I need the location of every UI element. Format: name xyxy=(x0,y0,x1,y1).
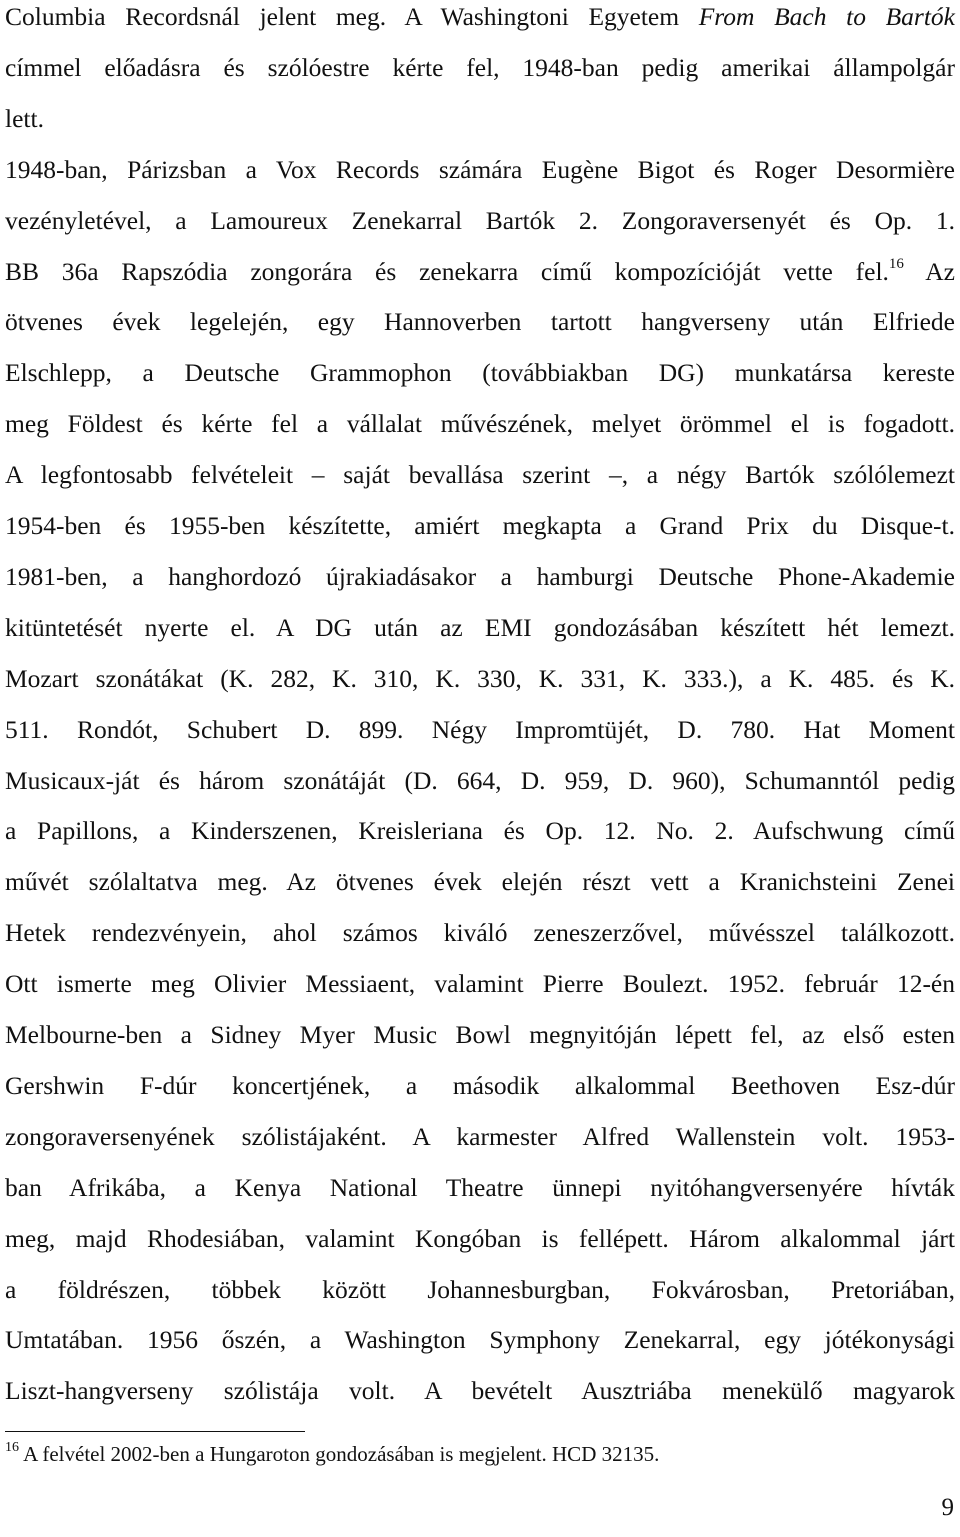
text-segment: Musicaux-ját és három szonátáját (D. 664, D. 959, D. 960), Schumanntól pedig xyxy=(5,765,955,795)
text-segment: meg, majd Rhodesiában, valamint Kongóban is fellépett. Három alkalommal járt xyxy=(5,1223,955,1253)
text-line xyxy=(5,462,955,488)
text-line xyxy=(5,1378,955,1404)
text-line xyxy=(5,103,44,133)
text-line xyxy=(5,309,955,335)
text-line xyxy=(5,1172,955,1202)
text-segment: 1981-ben, a hanghordozó újrakiadásakor a hamburgi Deutsche Phone-Akademie xyxy=(5,561,955,591)
text-segment: Columbia Recordsnál jelent meg. A Washingtoni Egyetem xyxy=(5,2,699,31)
text-line xyxy=(5,154,955,184)
text-line xyxy=(5,971,955,997)
text-line xyxy=(5,1070,955,1100)
text-segment: meg Földest és kérte fel a vállalat művészének, melyet örömmel el is fogadott. xyxy=(5,409,955,439)
text-segment: Elschlepp, a Deutsche Grammophon (továbbiakban DG) munkatársa kereste xyxy=(5,358,955,388)
text-line xyxy=(5,561,955,591)
text-line xyxy=(5,255,955,286)
text-segment: lett. xyxy=(5,103,44,133)
text-line xyxy=(5,612,955,642)
text-line xyxy=(5,513,955,539)
text-segment: zongoraversenyének szólistájaként. A karmester Alfred Wallenstein volt. 1953- xyxy=(5,1121,955,1151)
text-line xyxy=(5,765,955,795)
text-segment: ban Afrikába, a Kenya National Theatre ünnepi nyitóhangversenyére hívták xyxy=(5,1172,955,1202)
text-segment: Hetek rendezvényein, ahol számos kiváló zeneszerzővel, művésszel találkozott. xyxy=(5,918,955,948)
text-line xyxy=(5,4,955,30)
footnote-text: A felvétel 2002-ben a Hungaroton gondozásában is megjelent. HCD 32135. xyxy=(19,1442,660,1466)
footnote-marker: 16 xyxy=(5,1440,19,1455)
text-segment: BB 36a Rapszódia zongorára és zenekarra című kompozícióját vette fel. xyxy=(5,256,889,286)
text-segment: Melbourne-ben a Sidney Myer Music Bowl megnyitóján lépett fel, az első esten xyxy=(5,1020,955,1049)
text-line xyxy=(5,360,955,386)
text-segment: ötvenes évek legelején, egy Hannoverben tartott hangverseny után Elfriede xyxy=(5,307,955,337)
text-line xyxy=(5,818,955,844)
text-segment: 1954-ben és 1955-ben készítette, amiért megkapta a Grand Prix du Disque-t. xyxy=(5,511,955,540)
text-segment: a Papillons, a Kinderszenen, Kreisleriana és Op. 12. No. 2. Aufschwung című xyxy=(5,816,955,846)
text-line xyxy=(5,920,955,946)
text-line xyxy=(5,869,955,895)
text-line xyxy=(5,52,955,82)
text-line xyxy=(5,1274,955,1304)
text-segment: a földrészen, többek között Johannesburgban, Fokvárosban, Pretoriában, xyxy=(5,1274,955,1304)
text-segment: kitüntetését nyerte el. A DG után az EMI gondozásában készített hét lemezt. xyxy=(5,612,955,642)
text-segment: From Bach to Bartók xyxy=(698,2,955,31)
text-segment: 1948-ban, Párizsban a Vox Records számára Eugène Bigot és Roger Desormière xyxy=(5,154,955,184)
text-line xyxy=(5,411,955,437)
text-segment: Umtatában. 1956 őszén, a Washington Symphony Zenekarral, egy jótékonysági xyxy=(5,1325,955,1355)
text-segment: vezényletével, a Lamoureux Zenekarral Bartók 2. Zongoraversenyét és Op. 1. xyxy=(5,205,955,235)
text-line xyxy=(5,663,955,693)
text-segment: 511. Rondót, Schubert D. 899. Négy Impromtüjét, D. 780. Hat Moment xyxy=(5,714,955,744)
text-line xyxy=(5,1022,955,1048)
footnote xyxy=(5,1442,659,1467)
text-line xyxy=(5,1327,955,1353)
text-segment: címmel előadásra és szólóestre kérte fel, 1948-ban pedig amerikai állampolgár xyxy=(5,52,955,82)
text-segment: Az xyxy=(903,256,955,286)
footnote-separator xyxy=(5,1431,305,1432)
footnote-reference: 16 xyxy=(888,255,904,272)
text-segment: Gershwin F-dúr koncertjének, a második alkalommal Beethoven Esz-dúr xyxy=(5,1070,955,1100)
text-segment: Liszt-hangverseny szólistája volt. A bevételt Ausztriába menekülő magyarok xyxy=(5,1376,955,1406)
text-segment: művét szólaltatva meg. Az ötvenes évek elején részt vett a Kranichsteini Zenei xyxy=(5,867,955,897)
text-segment: Ott ismerte meg Olivier Messiaent, valamint Pierre Boulezt. 1952. február 12-én xyxy=(5,969,955,999)
text-line xyxy=(5,205,955,235)
text-segment: Mozart szonátákat (K. 282, K. 310, K. 330, K. 331, K. 333.), a K. 485. és K. xyxy=(5,663,955,693)
text-line xyxy=(5,714,955,744)
page-number: 9 xyxy=(941,1494,954,1521)
text-segment: A legfontosabb felvételeit – saját bevallása szerint –, a négy Bartók szólólemezt xyxy=(5,460,955,490)
text-line xyxy=(5,1121,955,1151)
text-line xyxy=(5,1223,955,1253)
